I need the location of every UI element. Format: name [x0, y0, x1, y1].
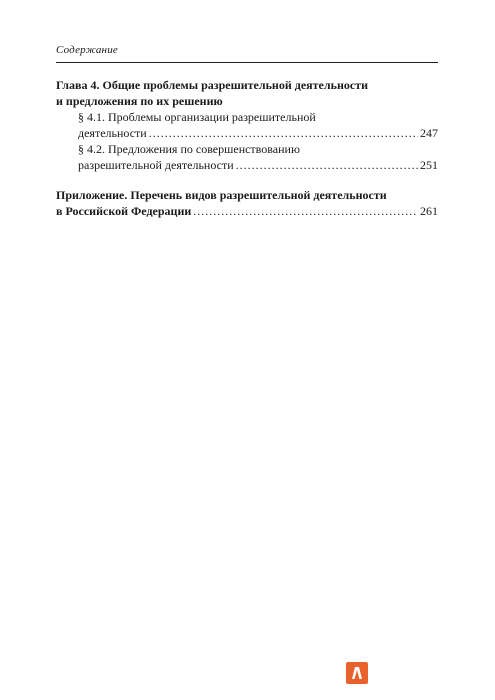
- toc-entry-4-1[interactable]: [56, 109, 438, 141]
- running-title: Содержание: [56, 44, 119, 56]
- appendix-title-line-1: Приложение. Перечень видов разрешительной деятельности: [56, 188, 387, 202]
- dot-leader: [193, 203, 418, 219]
- appendix-title-line-2: в Российской Федерации: [56, 204, 192, 218]
- toc-entry-4-1-page: 247: [420, 126, 438, 140]
- publisher-logo-icon: [346, 662, 368, 684]
- toc-entry-4-1-title-cont: деятельности: [78, 126, 147, 140]
- toc-entry-4-2[interactable]: [56, 141, 438, 173]
- toc-entry-4-2-title: § 4.2. Предложения по совершенствованию: [78, 142, 300, 156]
- table-of-contents: [56, 77, 438, 219]
- toc-entry-4-2-title-cont: разрешительной деятельности: [78, 158, 234, 172]
- dot-leader: [236, 157, 418, 173]
- dot-leader: [149, 125, 418, 141]
- toc-entry-4-2-page: 251: [420, 158, 438, 172]
- chapter-4-title-line-1: Глава 4. Общие проблемы разрешительной деятельности: [56, 78, 368, 92]
- appendix-page: 261: [420, 204, 438, 218]
- toc-entry-appendix[interactable]: [56, 187, 438, 219]
- header-divider: [56, 62, 438, 63]
- chapter-4-title-line-2: и предложения по их решению: [56, 94, 223, 108]
- toc-entry-4-1-title: § 4.1. Проблемы организации разрешительной: [78, 110, 316, 124]
